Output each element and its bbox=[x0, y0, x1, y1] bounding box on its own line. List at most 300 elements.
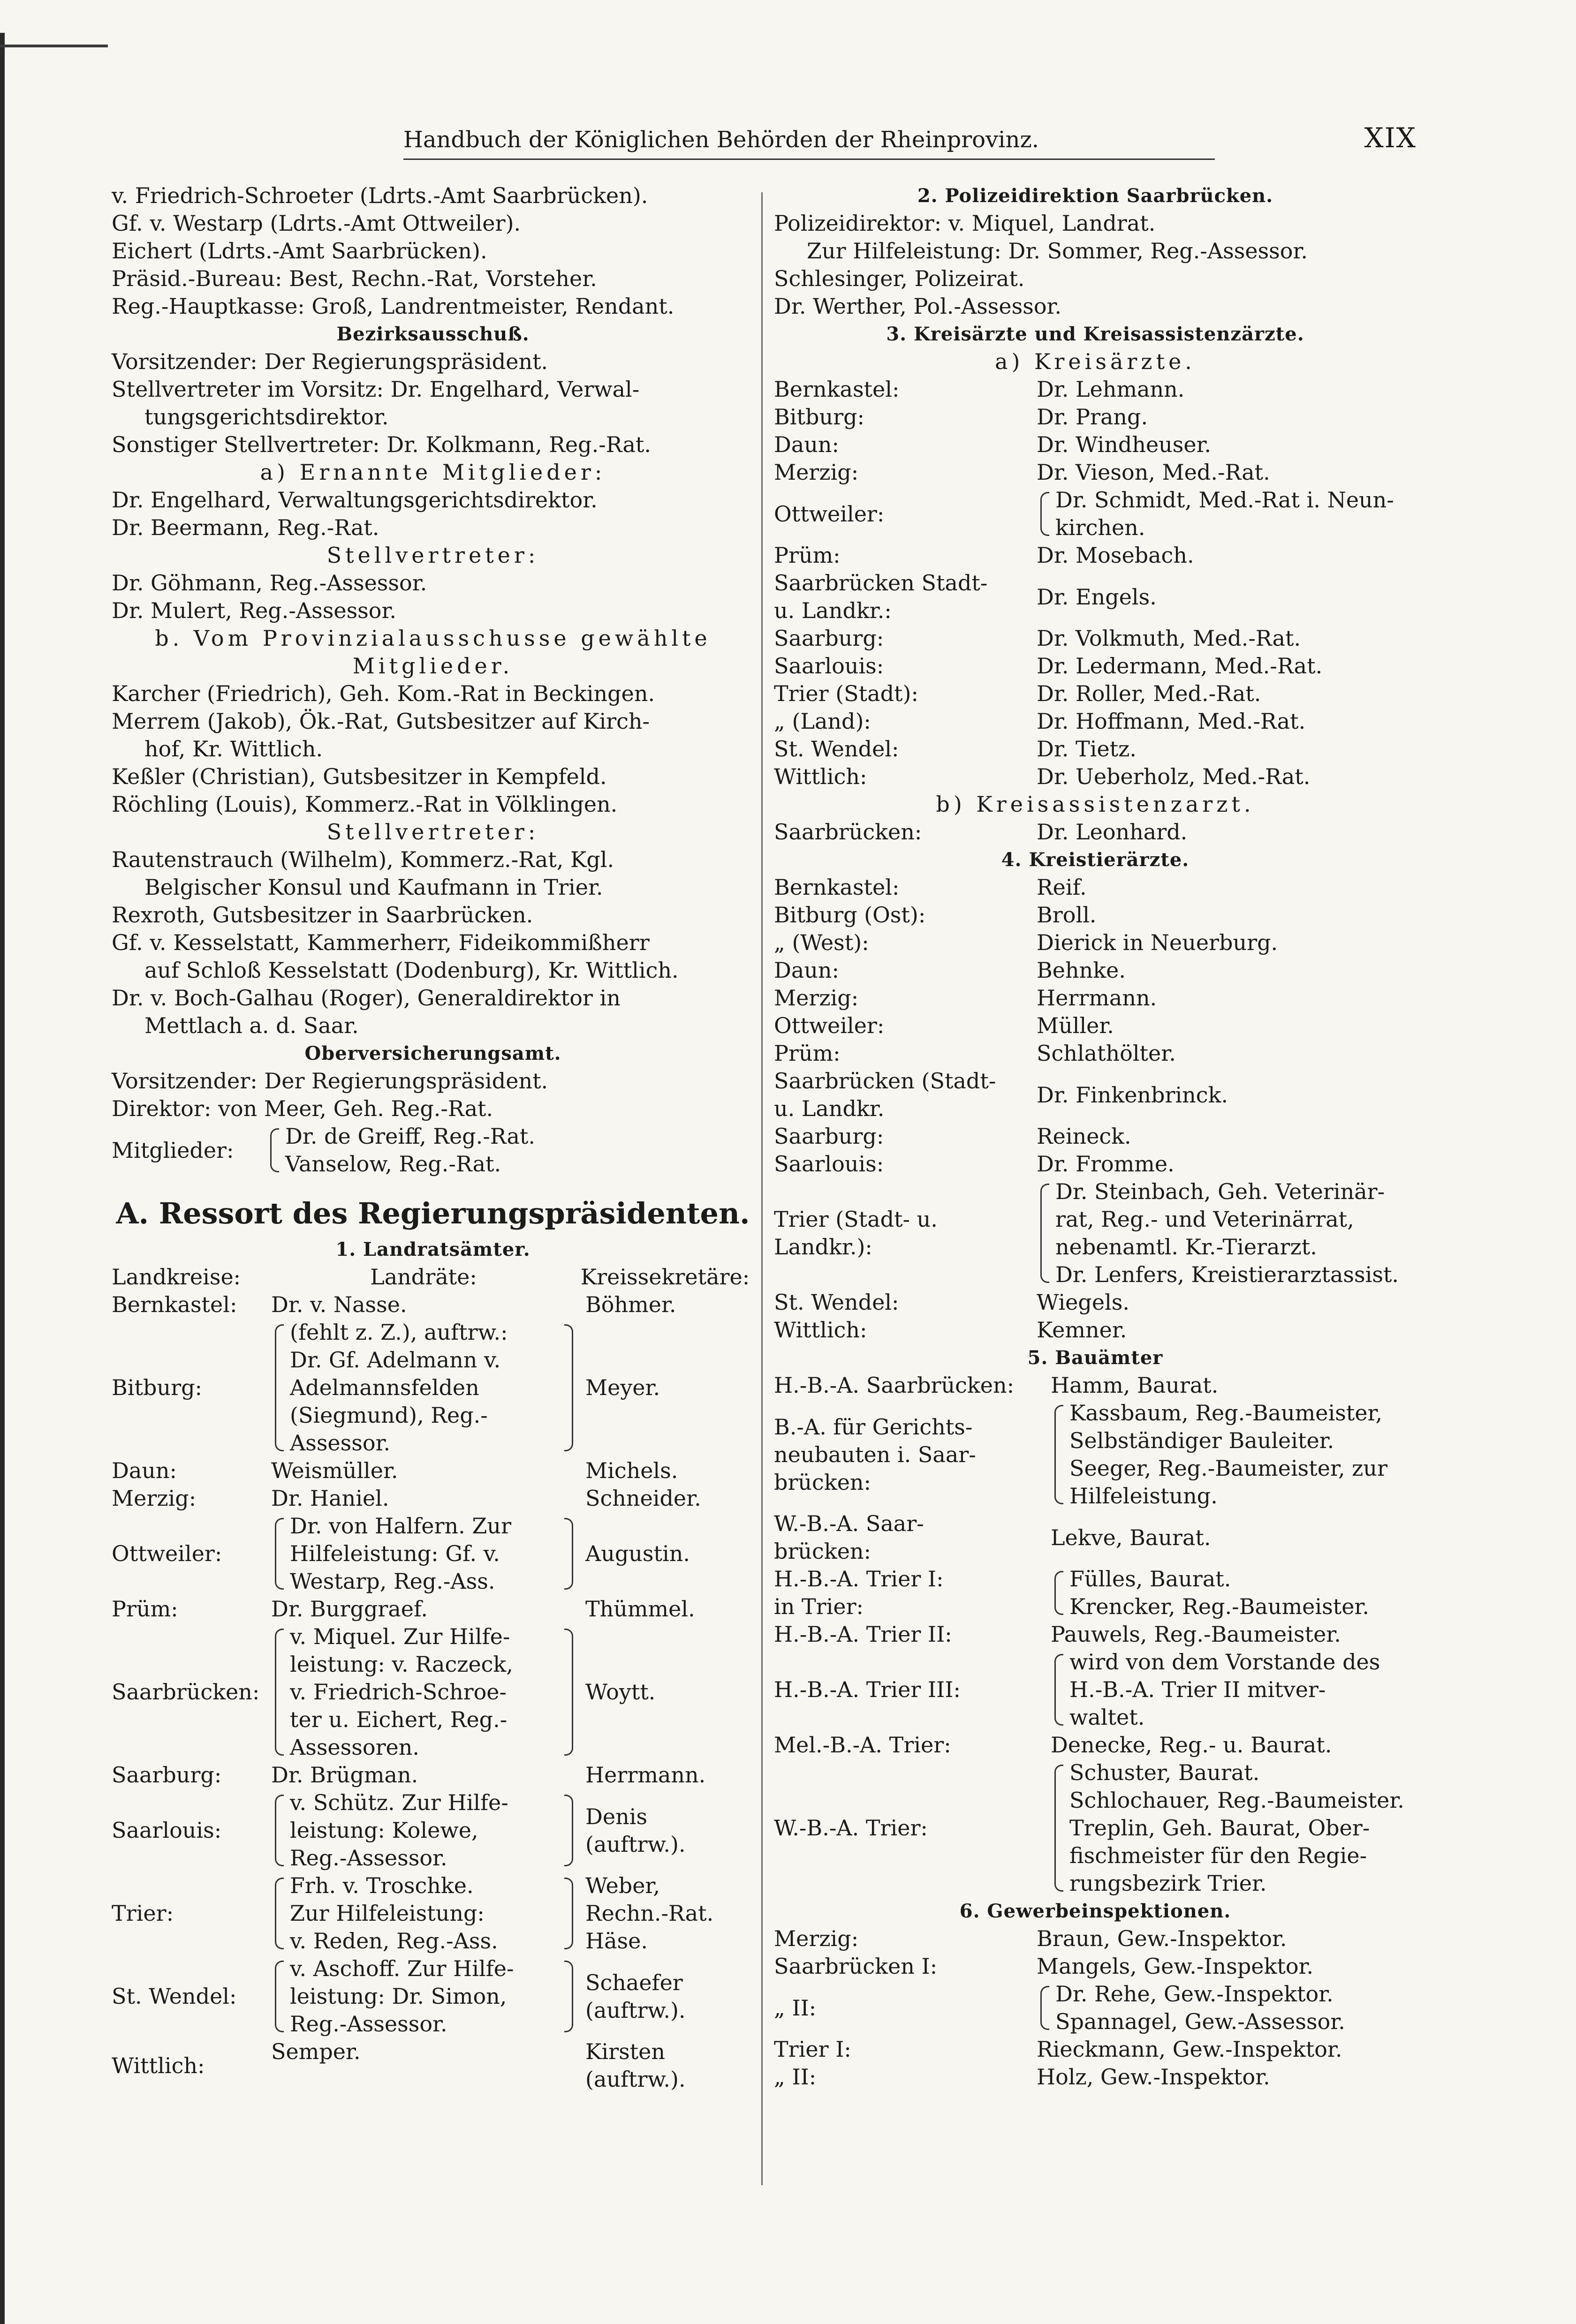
text-line: (auftrw.). bbox=[585, 1831, 686, 1857]
text-line: Merzig: bbox=[774, 1926, 859, 1951]
cell-lines bbox=[585, 1969, 686, 2024]
text-line: Reineck. bbox=[1037, 1124, 1131, 1149]
text-line: Dr. Ueberholz, Med.-Rat. bbox=[1037, 764, 1311, 789]
intro-list bbox=[112, 182, 754, 320]
landrat-cell bbox=[271, 1789, 576, 1872]
list-item bbox=[774, 1953, 1417, 1980]
landrat-row bbox=[112, 1872, 754, 1955]
cell-lines bbox=[1037, 1316, 1127, 1344]
list-item bbox=[774, 984, 1417, 1012]
cell-lines bbox=[774, 1206, 938, 1261]
place-cell bbox=[774, 1953, 1037, 1980]
text-line: Dr. Roller, Med.-Rat. bbox=[1037, 681, 1261, 706]
cell-lines bbox=[774, 763, 867, 791]
name-cell bbox=[1037, 1150, 1417, 1178]
text-line: Dr. Volkmuth, Med.-Rat. bbox=[1037, 626, 1301, 651]
text-line: Reg.-Hauptkasse: Groß, Landrentmeister, Rendant. bbox=[112, 294, 674, 319]
subheading: a) Ernannte Mitglieder: bbox=[260, 460, 606, 485]
place-cell bbox=[774, 984, 1037, 1012]
place-cell bbox=[774, 1759, 1051, 1897]
cell-lines bbox=[774, 1814, 928, 1842]
cell-lines bbox=[774, 652, 884, 680]
place-cell bbox=[774, 1648, 1051, 1731]
sekretaer-cell bbox=[576, 1623, 754, 1761]
text-line: Trier (Stadt- u. bbox=[774, 1207, 938, 1232]
name-cell bbox=[1037, 1925, 1417, 1953]
text-line: Ottweiler: bbox=[774, 1013, 885, 1038]
place-cell bbox=[774, 1621, 1051, 1648]
section-heading: 4. Kreistierärzte. bbox=[1001, 849, 1190, 871]
sekretaer-cell bbox=[576, 1319, 754, 1457]
text-line: Adelmannsfelden bbox=[290, 1375, 479, 1400]
subheading: b) Kreisassistenzarzt. bbox=[936, 792, 1255, 817]
text-line: Rautenstrauch (Wilhelm), Kommerz.-Rat, Kgl. bbox=[112, 847, 614, 872]
text-line: Gf. v. Westarp (Ldrts.-Amt Ottweiler). bbox=[112, 211, 521, 236]
place-cell bbox=[774, 1150, 1037, 1178]
cell-lines bbox=[1037, 874, 1087, 901]
cell-lines bbox=[585, 1485, 701, 1512]
text-line: Dr. Mulert, Reg.-Assessor. bbox=[112, 598, 397, 623]
text-line: Dr. v. Boch-Galhau (Roger), Generaldirektor in bbox=[112, 985, 621, 1011]
place-cell bbox=[774, 708, 1037, 735]
text-line: Keßler (Christian), Gutsbesitzer in Kempfeld. bbox=[112, 764, 607, 789]
text-line: Rechn.-Rat. bbox=[585, 1901, 714, 1926]
text-line: Michels. bbox=[585, 1458, 678, 1483]
list-item bbox=[774, 1372, 1417, 1399]
text-line: Wiegels. bbox=[1037, 1290, 1130, 1315]
cell-lines bbox=[774, 1316, 867, 1344]
landrat-row bbox=[112, 2038, 754, 2093]
landkreis-cell: Bitburg: bbox=[112, 1375, 203, 1400]
gewerbeinspektionen-list bbox=[774, 1925, 1417, 2091]
text-line: v. Aschoff. Zur Hilfe- bbox=[290, 1956, 514, 1981]
place-cell bbox=[774, 376, 1037, 403]
landkreis-cell: Prüm: bbox=[112, 1596, 178, 1622]
cell-lines bbox=[1037, 2063, 1270, 2091]
landrat-cell bbox=[271, 1872, 576, 1955]
place-cell bbox=[774, 1565, 1051, 1621]
place-cell bbox=[774, 403, 1037, 431]
text-line: Saarbrücken I: bbox=[774, 1954, 938, 1979]
mitglieder-list bbox=[266, 1123, 535, 1178]
cell-lines bbox=[1037, 486, 1394, 542]
name-cell bbox=[1037, 957, 1417, 984]
landrat-row bbox=[112, 1595, 754, 1623]
text-line: Gf. v. Kesselstatt, Kammerherr, Fideikommißherr bbox=[112, 930, 650, 955]
text-line: St. Wendel: bbox=[774, 1290, 899, 1315]
list-item bbox=[774, 1123, 1417, 1150]
landrat-row bbox=[112, 1485, 754, 1512]
cell-lines bbox=[1037, 984, 1157, 1012]
text-line: Dr. Lenfers, Kreistierarztassist. bbox=[1055, 1262, 1399, 1287]
text-line: Holz, Gew.-Inspektor. bbox=[1037, 2064, 1270, 2090]
header-title: Handbuch der Königlichen Behörden der Rheinprovinz. bbox=[403, 127, 1039, 153]
cell-lines bbox=[1037, 708, 1305, 735]
text-line: (auftrw.). bbox=[585, 2067, 686, 2092]
text-line: Landkr.): bbox=[774, 1234, 872, 1260]
text-line: v. Miquel. Zur Hilfe- bbox=[290, 1624, 510, 1649]
cell-lines bbox=[1051, 1399, 1387, 1510]
list-item bbox=[774, 680, 1417, 708]
text-line: Trier (Stadt): bbox=[774, 681, 918, 706]
cell-lines bbox=[1037, 403, 1148, 431]
name-cell bbox=[1037, 652, 1417, 680]
text-line: Mel.-B.-A. Trier: bbox=[774, 1732, 951, 1758]
landrat-row bbox=[112, 1457, 754, 1485]
list-item bbox=[774, 1731, 1417, 1759]
name-cell bbox=[1037, 818, 1417, 846]
text-line: Röchling (Louis), Kommerz.-Rat in Völklingen. bbox=[112, 792, 618, 817]
cell-lines bbox=[1051, 1731, 1332, 1759]
cell-lines bbox=[1037, 1925, 1287, 1953]
sekretaer-cell bbox=[576, 1872, 754, 1955]
cell-lines bbox=[585, 1761, 705, 1789]
list-item bbox=[774, 569, 1417, 625]
place-cell bbox=[774, 1510, 1051, 1565]
place-cell bbox=[774, 929, 1037, 957]
section-heading: 5. Bauämter bbox=[1027, 1347, 1163, 1369]
landkreis-cell: Ottweiler: bbox=[112, 1541, 222, 1566]
text-line: Behnke. bbox=[1037, 958, 1126, 983]
cell-lines bbox=[1037, 929, 1278, 957]
cell-lines bbox=[774, 929, 869, 957]
text-line: Dr. Burggraef. bbox=[271, 1596, 428, 1622]
text-line: leistung: v. Raczeck, bbox=[290, 1652, 513, 1677]
cell-lines bbox=[271, 1291, 576, 1319]
text-line: Prüm: bbox=[774, 1041, 841, 1066]
cell-lines bbox=[1037, 1012, 1114, 1040]
text-line: Braun, Gew.-Inspektor. bbox=[1037, 1926, 1287, 1951]
kreisassistenzarzt-list bbox=[774, 818, 1417, 846]
cell-lines bbox=[1051, 1759, 1404, 1897]
text-line: Frh. v. Troschke. bbox=[290, 1873, 474, 1898]
text-line: Dr. von Halfern. Zur bbox=[290, 1513, 511, 1539]
text-line: (Siegmund), Reg.- bbox=[290, 1403, 488, 1428]
name-cell bbox=[1037, 680, 1417, 708]
landrat-row bbox=[112, 1955, 754, 2038]
cell-lines bbox=[271, 1872, 576, 1955]
cell-lines bbox=[271, 1761, 576, 1789]
cell-lines bbox=[774, 500, 884, 528]
cell-lines bbox=[1037, 818, 1187, 846]
cell-lines bbox=[1051, 1524, 1211, 1552]
cell-lines bbox=[1037, 763, 1310, 791]
text-line: Rieckmann, Gew.-Inspektor. bbox=[1037, 2037, 1342, 2062]
cell-lines bbox=[271, 1789, 576, 1872]
sekretaer-cell bbox=[576, 1595, 754, 1623]
cell-lines bbox=[774, 2063, 816, 2091]
landrat-row bbox=[112, 1291, 754, 1319]
text-line: W.-B.-A. Trier: bbox=[774, 1815, 928, 1841]
cell-lines bbox=[774, 1040, 841, 1067]
text-line: v. Friedrich-Schroeter (Ldrts.-Amt Saarbrücken). bbox=[112, 183, 648, 208]
text-line: Dr. Engels. bbox=[1037, 584, 1157, 610]
place-cell bbox=[774, 1067, 1037, 1123]
name-cell bbox=[1051, 1759, 1417, 1897]
cell-lines bbox=[774, 403, 864, 431]
text-line: H.-B.-A. Trier II mitver- bbox=[1069, 1677, 1326, 1702]
cell-lines bbox=[585, 1678, 655, 1706]
name-cell bbox=[1037, 984, 1417, 1012]
cell-lines bbox=[774, 1953, 937, 1980]
text-line: Weismüller. bbox=[271, 1458, 398, 1483]
list-item bbox=[774, 1289, 1417, 1316]
name-cell bbox=[1037, 403, 1417, 431]
landkreis-cell: Saarburg: bbox=[112, 1762, 222, 1788]
cell-lines bbox=[774, 708, 871, 735]
cell-lines bbox=[774, 1565, 944, 1621]
text-line: Präsid.-Bureau: Best, Rechn.-Rat, Vorsteher. bbox=[112, 266, 597, 291]
landkreis-cell: Saarlouis: bbox=[112, 1818, 222, 1843]
cell-lines bbox=[774, 1372, 1014, 1399]
landkreis-cell: Trier: bbox=[112, 1901, 174, 1926]
text-line: Dr. Hoffmann, Med.-Rat. bbox=[1037, 709, 1306, 734]
left-column bbox=[112, 182, 754, 2093]
cell-lines bbox=[1037, 376, 1184, 403]
landkreis-cell: Wittlich: bbox=[112, 2052, 205, 2078]
cell-lines bbox=[585, 2038, 686, 2093]
landkreis-cell: St. Wendel: bbox=[112, 1984, 237, 2009]
cell-lines bbox=[774, 1413, 976, 1496]
text-line: Vanselow, Reg.-Rat. bbox=[285, 1151, 501, 1177]
kreistieraerzte-list bbox=[774, 874, 1417, 1344]
text-line: hof, Kr. Wittlich. bbox=[144, 736, 323, 762]
text-line: Westarp, Reg.-Ass. bbox=[290, 1569, 495, 1594]
text-line: ter u. Eichert, Reg.- bbox=[290, 1707, 508, 1732]
text-line: Zur Hilfeleistung: Dr. Sommer, Reg.-Assessor. bbox=[807, 238, 1308, 264]
section-heading: 1. Landratsämter. bbox=[335, 1238, 530, 1260]
place-cell bbox=[774, 1316, 1037, 1344]
text-line: W.-B.-A. Saar- bbox=[774, 1511, 924, 1536]
list-item bbox=[774, 1399, 1417, 1510]
cell-lines bbox=[774, 680, 918, 708]
name-cell bbox=[1051, 1399, 1417, 1510]
cell-lines bbox=[774, 569, 987, 625]
cell-lines bbox=[271, 1485, 576, 1512]
cell-lines bbox=[774, 431, 839, 459]
text-line: Böhmer. bbox=[585, 1292, 676, 1317]
list-item bbox=[774, 957, 1417, 984]
cell-lines bbox=[585, 1540, 690, 1568]
list-item bbox=[774, 2036, 1417, 2063]
landrat-cell bbox=[271, 1291, 576, 1319]
cell-lines bbox=[1037, 1040, 1176, 1067]
text-line: auf Schloß Kesselstatt (Dodenburg), Kr. Wittlich. bbox=[144, 958, 679, 983]
place-cell bbox=[774, 1012, 1037, 1040]
text-line: Daun: bbox=[774, 432, 840, 457]
landkreis-cell: Bernkastel: bbox=[112, 1292, 237, 1317]
place-cell bbox=[774, 1980, 1037, 2036]
landrat-cell bbox=[271, 2038, 576, 2093]
text-line: Merzig: bbox=[774, 460, 859, 485]
list-item bbox=[774, 763, 1417, 791]
text-line: Lekve, Baurat. bbox=[1051, 1524, 1211, 1550]
cell-lines bbox=[1051, 1565, 1369, 1621]
text-line: Dr. v. Nasse. bbox=[271, 1292, 407, 1317]
cell-lines bbox=[774, 1994, 816, 2022]
list-item bbox=[774, 376, 1417, 403]
text-line: Bitburg: bbox=[774, 404, 865, 430]
cell-lines bbox=[1037, 1953, 1313, 1980]
landrat-cell bbox=[271, 1761, 576, 1789]
text-line: Dr. Beermann, Reg.-Rat. bbox=[112, 515, 379, 540]
cell-lines bbox=[774, 901, 925, 929]
list-item bbox=[774, 1925, 1417, 1953]
text-line: Reg.-Assessor. bbox=[290, 1845, 447, 1871]
landrat-cell bbox=[271, 1623, 576, 1761]
name-cell bbox=[1037, 486, 1417, 542]
mitglieder-block bbox=[112, 1123, 754, 1178]
text-line: Meyer. bbox=[585, 1375, 660, 1400]
cell-lines bbox=[271, 1457, 576, 1485]
cell-lines bbox=[585, 1803, 686, 1858]
text-line: Zur Hilfeleistung: bbox=[290, 1901, 485, 1926]
text-line: Direktor: von Meer, Geh. Reg.-Rat. bbox=[112, 1096, 493, 1121]
list-item bbox=[774, 542, 1417, 569]
text-line: Kemner. bbox=[1037, 1317, 1127, 1343]
text-line: v. Schütz. Zur Hilfe- bbox=[290, 1790, 508, 1815]
cell-lines bbox=[1037, 1123, 1131, 1150]
text-line: Hilfeleistung: Gf. v. bbox=[290, 1541, 500, 1566]
cell-lines bbox=[1037, 1289, 1129, 1316]
text-line: Thümmel. bbox=[585, 1596, 695, 1622]
text-line: u. Landkr.: bbox=[774, 598, 892, 623]
text-line: Krencker, Reg.-Baumeister. bbox=[1069, 1594, 1369, 1619]
col-header: Landräte: bbox=[370, 1264, 477, 1290]
name-cell bbox=[1037, 1040, 1417, 1067]
cell-lines bbox=[774, 1012, 884, 1040]
text-line: tungsgerichtsdirektor. bbox=[144, 404, 389, 430]
text-line: Dierick in Neuerburg. bbox=[1037, 930, 1278, 955]
cell-lines bbox=[1051, 1648, 1380, 1731]
column-divider bbox=[761, 192, 763, 2185]
list-item bbox=[774, 1040, 1417, 1067]
name-cell bbox=[1037, 735, 1417, 763]
text-line: Kirsten bbox=[585, 2039, 666, 2064]
text-line: Semper. bbox=[271, 2039, 361, 2064]
text-line: Augustin. bbox=[585, 1541, 690, 1566]
text-line: Müller. bbox=[1037, 1013, 1114, 1038]
text-line: in Trier: bbox=[774, 1594, 864, 1619]
place-cell bbox=[774, 1399, 1051, 1510]
text-line: Dr. Gf. Adelmann v. bbox=[290, 1347, 501, 1373]
landrat-row bbox=[112, 1789, 754, 1872]
name-cell bbox=[1037, 2036, 1417, 2063]
place-cell bbox=[774, 542, 1037, 569]
place-cell bbox=[774, 486, 1037, 542]
text-line: Bitburg (Ost): bbox=[774, 902, 926, 928]
cell-lines bbox=[1037, 583, 1157, 611]
cell-lines bbox=[774, 1150, 884, 1178]
text-line: Schaefer bbox=[585, 1969, 683, 1995]
text-line: Assessoren. bbox=[290, 1735, 420, 1760]
sekretaer-cell bbox=[576, 2038, 754, 2093]
cell-lines bbox=[774, 735, 899, 763]
text-line: H.-B.-A. Trier II: bbox=[774, 1622, 952, 1647]
text-line: Pauwels, Reg.-Baumeister. bbox=[1051, 1622, 1341, 1647]
text-line: Schlathölter. bbox=[1037, 1041, 1176, 1066]
text-line: kirchen. bbox=[1055, 515, 1145, 540]
section-heading: Bezirksausschuß. bbox=[336, 323, 530, 345]
place-cell bbox=[774, 1040, 1037, 1067]
text-line: Spannagel, Gew.-Assessor. bbox=[1055, 2009, 1345, 2034]
landrat-cell bbox=[271, 1485, 576, 1512]
list-item bbox=[774, 1980, 1417, 2036]
name-cell bbox=[1037, 1316, 1417, 1344]
right-column bbox=[774, 182, 1417, 2091]
cell-lines bbox=[271, 1319, 576, 1457]
text-line: Rexroth, Gutsbesitzer in Saarbrücken. bbox=[112, 902, 533, 928]
landkreis-cell: Merzig: bbox=[112, 1486, 197, 1511]
text-line: Hamm, Baurat. bbox=[1051, 1373, 1219, 1398]
kreisaerzte-list bbox=[774, 376, 1417, 791]
cell-lines bbox=[585, 1457, 678, 1485]
name-cell bbox=[1037, 376, 1417, 403]
cell-lines bbox=[774, 1510, 924, 1565]
place-cell bbox=[774, 1372, 1051, 1399]
text-line: (auftrw.). bbox=[585, 1997, 686, 2023]
name-cell bbox=[1037, 1123, 1417, 1150]
text-line: Trier I: bbox=[774, 2037, 851, 2062]
subheading: b. Vom Provinzialausschusse gewählte bbox=[155, 626, 711, 651]
list-item bbox=[774, 403, 1417, 431]
cell-lines bbox=[774, 957, 839, 984]
list-item bbox=[774, 1150, 1417, 1178]
cell-lines bbox=[1037, 459, 1270, 486]
sekretaer-cell bbox=[576, 1457, 754, 1485]
sekretaer-cell bbox=[576, 1512, 754, 1595]
text-line: Fülles, Baurat. bbox=[1069, 1566, 1231, 1592]
cell-lines bbox=[271, 1623, 576, 1761]
text-line: Saarburg: bbox=[774, 1124, 884, 1149]
sekretaer-cell bbox=[576, 1291, 754, 1319]
cell-lines bbox=[1037, 1150, 1174, 1178]
text-line: Dr. Engelhard, Verwaltungsgerichtsdirektor. bbox=[112, 487, 598, 513]
text-line: Saarbrücken: bbox=[774, 819, 922, 845]
text-line: Dr. Göhmann, Reg.-Assessor. bbox=[112, 570, 427, 596]
text-line: Mangels, Gew.-Inspektor. bbox=[1037, 1954, 1314, 1979]
cell-lines bbox=[1037, 542, 1194, 569]
text-line: Dr. Steinbach, Geh. Veterinär- bbox=[1055, 1179, 1385, 1204]
cell-lines bbox=[1037, 1081, 1228, 1109]
text-line: „ II: bbox=[774, 2064, 817, 2090]
text-line: Saarlouis: bbox=[774, 653, 884, 679]
text-line: Dr. Schmidt, Med.-Rat i. Neun- bbox=[1055, 487, 1394, 513]
place-cell bbox=[774, 763, 1037, 791]
sekretaer-cell bbox=[576, 1761, 754, 1789]
list-item bbox=[774, 929, 1417, 957]
text-line: H.-B.-A. Saarbrücken: bbox=[774, 1373, 1015, 1398]
name-cell bbox=[1037, 1980, 1417, 2036]
text-line: Dr. Werther, Pol.-Assessor. bbox=[774, 294, 1062, 319]
text-line: Dr. Tietz. bbox=[1037, 736, 1137, 762]
text-line: Herrmann. bbox=[1037, 985, 1157, 1011]
sekretaer-cell bbox=[576, 1955, 754, 2038]
name-cell bbox=[1037, 708, 1417, 735]
cell-lines bbox=[1037, 1178, 1399, 1289]
text-line: Wittlich: bbox=[774, 1317, 867, 1343]
text-line: Dr. Brügman. bbox=[271, 1762, 418, 1788]
place-cell bbox=[774, 652, 1037, 680]
cell-lines bbox=[271, 2038, 576, 2066]
landkreis-cell: Daun: bbox=[112, 1458, 177, 1483]
text-line: Selbständiger Bauleiter. bbox=[1069, 1428, 1334, 1453]
place-cell bbox=[774, 1123, 1037, 1150]
text-line: Hilfeleistung. bbox=[1069, 1483, 1218, 1509]
text-line: Saarburg: bbox=[774, 626, 884, 651]
text-line: Sonstiger Stellvertreter: Dr. Kolkmann, Reg.-Rat. bbox=[112, 432, 651, 457]
col-header: Kreissekretäre: bbox=[580, 1264, 750, 1290]
